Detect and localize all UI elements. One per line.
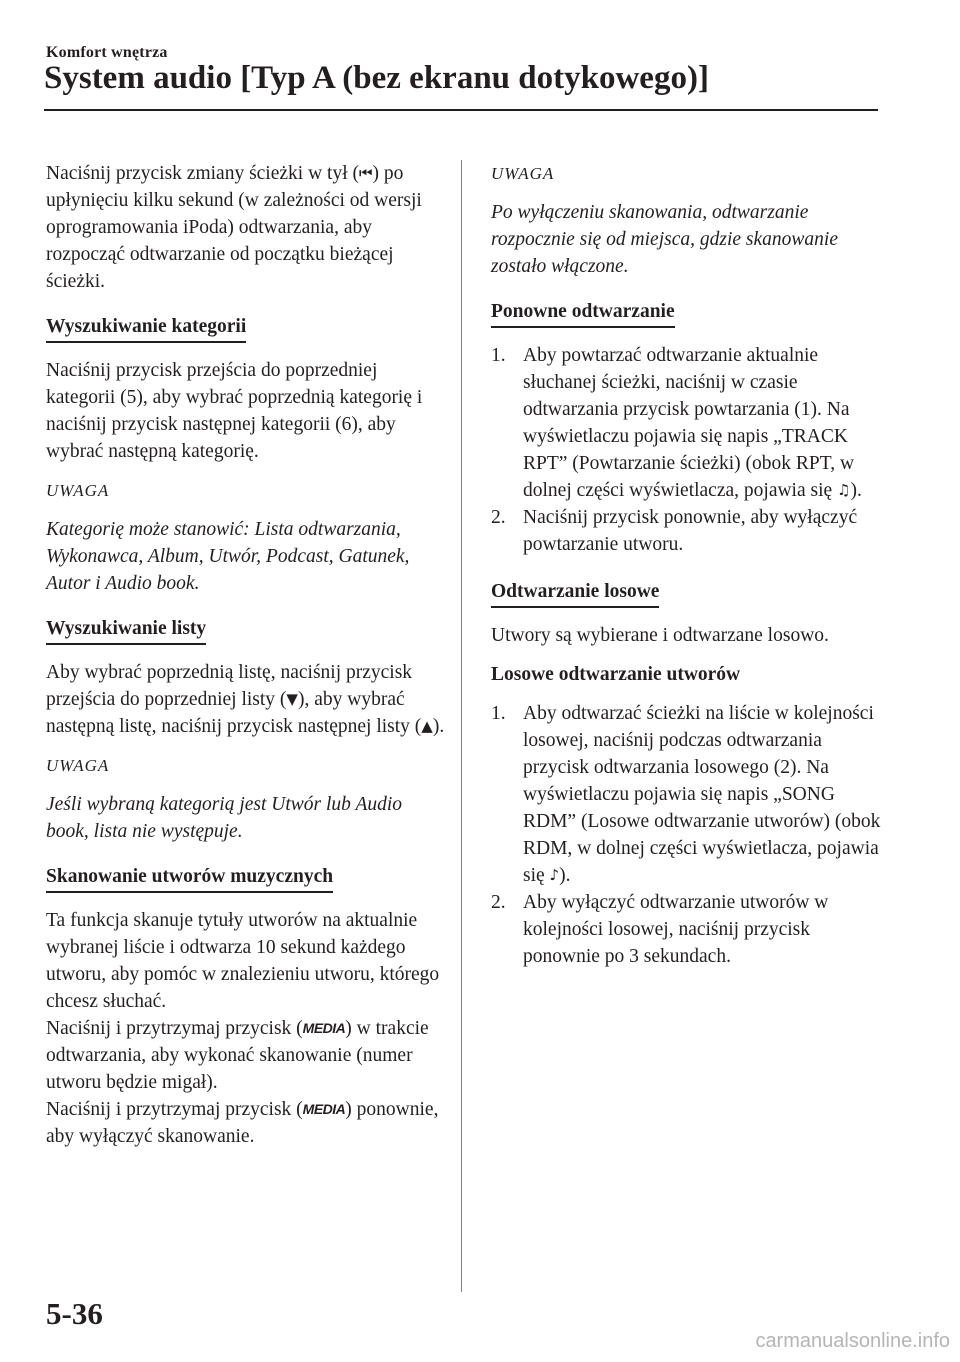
- media-button-icon: MEDIA: [302, 1020, 346, 1036]
- list-item: 2. Aby wyłączyć odtwarzanie utworów w kolejności losowej, naciśnij przycisk ponownie po 3 sekundach.: [491, 892, 829, 967]
- right-column: [491, 160, 883, 984]
- triangle-down-icon: ▼: [286, 690, 298, 708]
- random-note-icon: ♪: [549, 866, 560, 884]
- heading-scan: Skanowanie utworów muzycznych: [46, 863, 333, 893]
- note-label: UWAGA: [491, 164, 555, 183]
- list-item: 1. Aby powtarzać odtwarzanie aktualnie słuchanej ścieżki, naciśnij w czasie odtwarzania przycisk powtarzania (1). Na wyświetlaczu pojawia się napis „TRACK RPT” (Powtarzanie ścieżki) (obok RPT, w dolnej części wyświetlacza, pojawia się ♫).: [491, 345, 862, 501]
- title-rule: [44, 109, 878, 111]
- triangle-up-icon: ▲: [421, 717, 433, 735]
- note-text: Jeśli wybraną kategorią jest Utwór lub Audio book, lista nie występuje.: [46, 794, 403, 842]
- heading-list-search: Wyszukiwanie listy: [46, 615, 206, 645]
- list-paragraph: Aby wybrać poprzednią listę, naciśnij przycisk przejścia do poprzedniej listy (▼), aby wybrać następną listę, naciśnij przycisk następnej listy (▲).: [46, 662, 445, 737]
- section-label: Komfort wnętrza: [46, 44, 168, 61]
- scan-paragraph-2: Naciśnij i przytrzymaj przycisk (MEDIA) w trakcie odtwarzania, aby wykonać skanowanie (numer utworu będzie migał).: [46, 1015, 446, 1096]
- list-item: 2. Naciśnij przycisk ponownie, aby wyłączyć powtarzanie utworu.: [491, 507, 858, 555]
- random-steps: [491, 700, 883, 970]
- intro-paragraph: Naciśnij przycisk zmiany ścieżki w tył (⏮) po upłynięciu kilku sekund (w zależności od wersji oprogramowania iPoda) odtwarzania, aby rozpocząć odtwarzanie od początku bieżącej ścieżki.: [46, 163, 422, 292]
- scan-paragraph-3: Naciśnij i przytrzymaj przycisk (MEDIA) ponownie, aby wyłączyć skanowanie.: [46, 1096, 446, 1150]
- repeat-steps: [491, 342, 883, 558]
- list-item: 1. Aby odtwarzać ścieżki na liście w kolejności losowej, naciśnij podczas odtwarzania przycisk odtwarzania losowego (2). Na wyświetlaczu pojawia się napis „SONG RDM” (Losowe odtwarzanie utworów) (obok RDM, w dolnej części wyświetlacza, pojawia się ♪).: [491, 703, 881, 886]
- subheading-random-songs: Losowe odtwarzanie utworów: [491, 664, 741, 685]
- track-back-icon: ⏮: [359, 164, 373, 182]
- category-paragraph: Naciśnij przycisk przejścia do poprzedniej kategorii (5), aby wybrać poprzednią kategorię i naciśnij przycisk następnej kategorii (6), aby wybrać następną kategorię.: [46, 360, 423, 462]
- repeat-note-icon: ♫: [837, 481, 851, 499]
- note-label: UWAGA: [46, 756, 110, 775]
- scan-paragraph: Ta funkcja skanuje tytuły utworów na aktualnie wybranej liście i odtwarza 10 sekund każdego utworu, aby pomóc w znalezieniu utworu, którego chcesz słuchać.: [46, 910, 440, 1012]
- note-text: Kategorię może stanowić: Lista odtwarzania, Wykonawca, Album, Utwór, Podcast, Gatunek, Autor i Audio book.: [46, 519, 410, 594]
- heading-category-search: Wyszukiwanie kategorii: [46, 313, 246, 343]
- random-paragraph: Utwory są wybierane i odtwarzane losowo.: [491, 625, 829, 646]
- media-button-icon: MEDIA: [302, 1101, 346, 1117]
- column-divider: [461, 160, 462, 1292]
- note-text: Po wyłączeniu skanowania, odtwarzanie rozpocznie się od miejsca, gdzie skanowanie zostało włączone.: [491, 202, 838, 277]
- page-number: 5-36: [46, 1296, 103, 1331]
- heading-repeat: Ponowne odtwarzanie: [491, 298, 675, 328]
- watermark: carmanualsonline.info: [755, 1330, 950, 1352]
- note-label: UWAGA: [46, 481, 110, 500]
- page-title: System audio [Typ A (bez ekranu dotykowego)]: [44, 60, 709, 96]
- heading-random: Odtwarzanie losowe: [491, 578, 659, 608]
- left-column: [46, 160, 446, 1162]
